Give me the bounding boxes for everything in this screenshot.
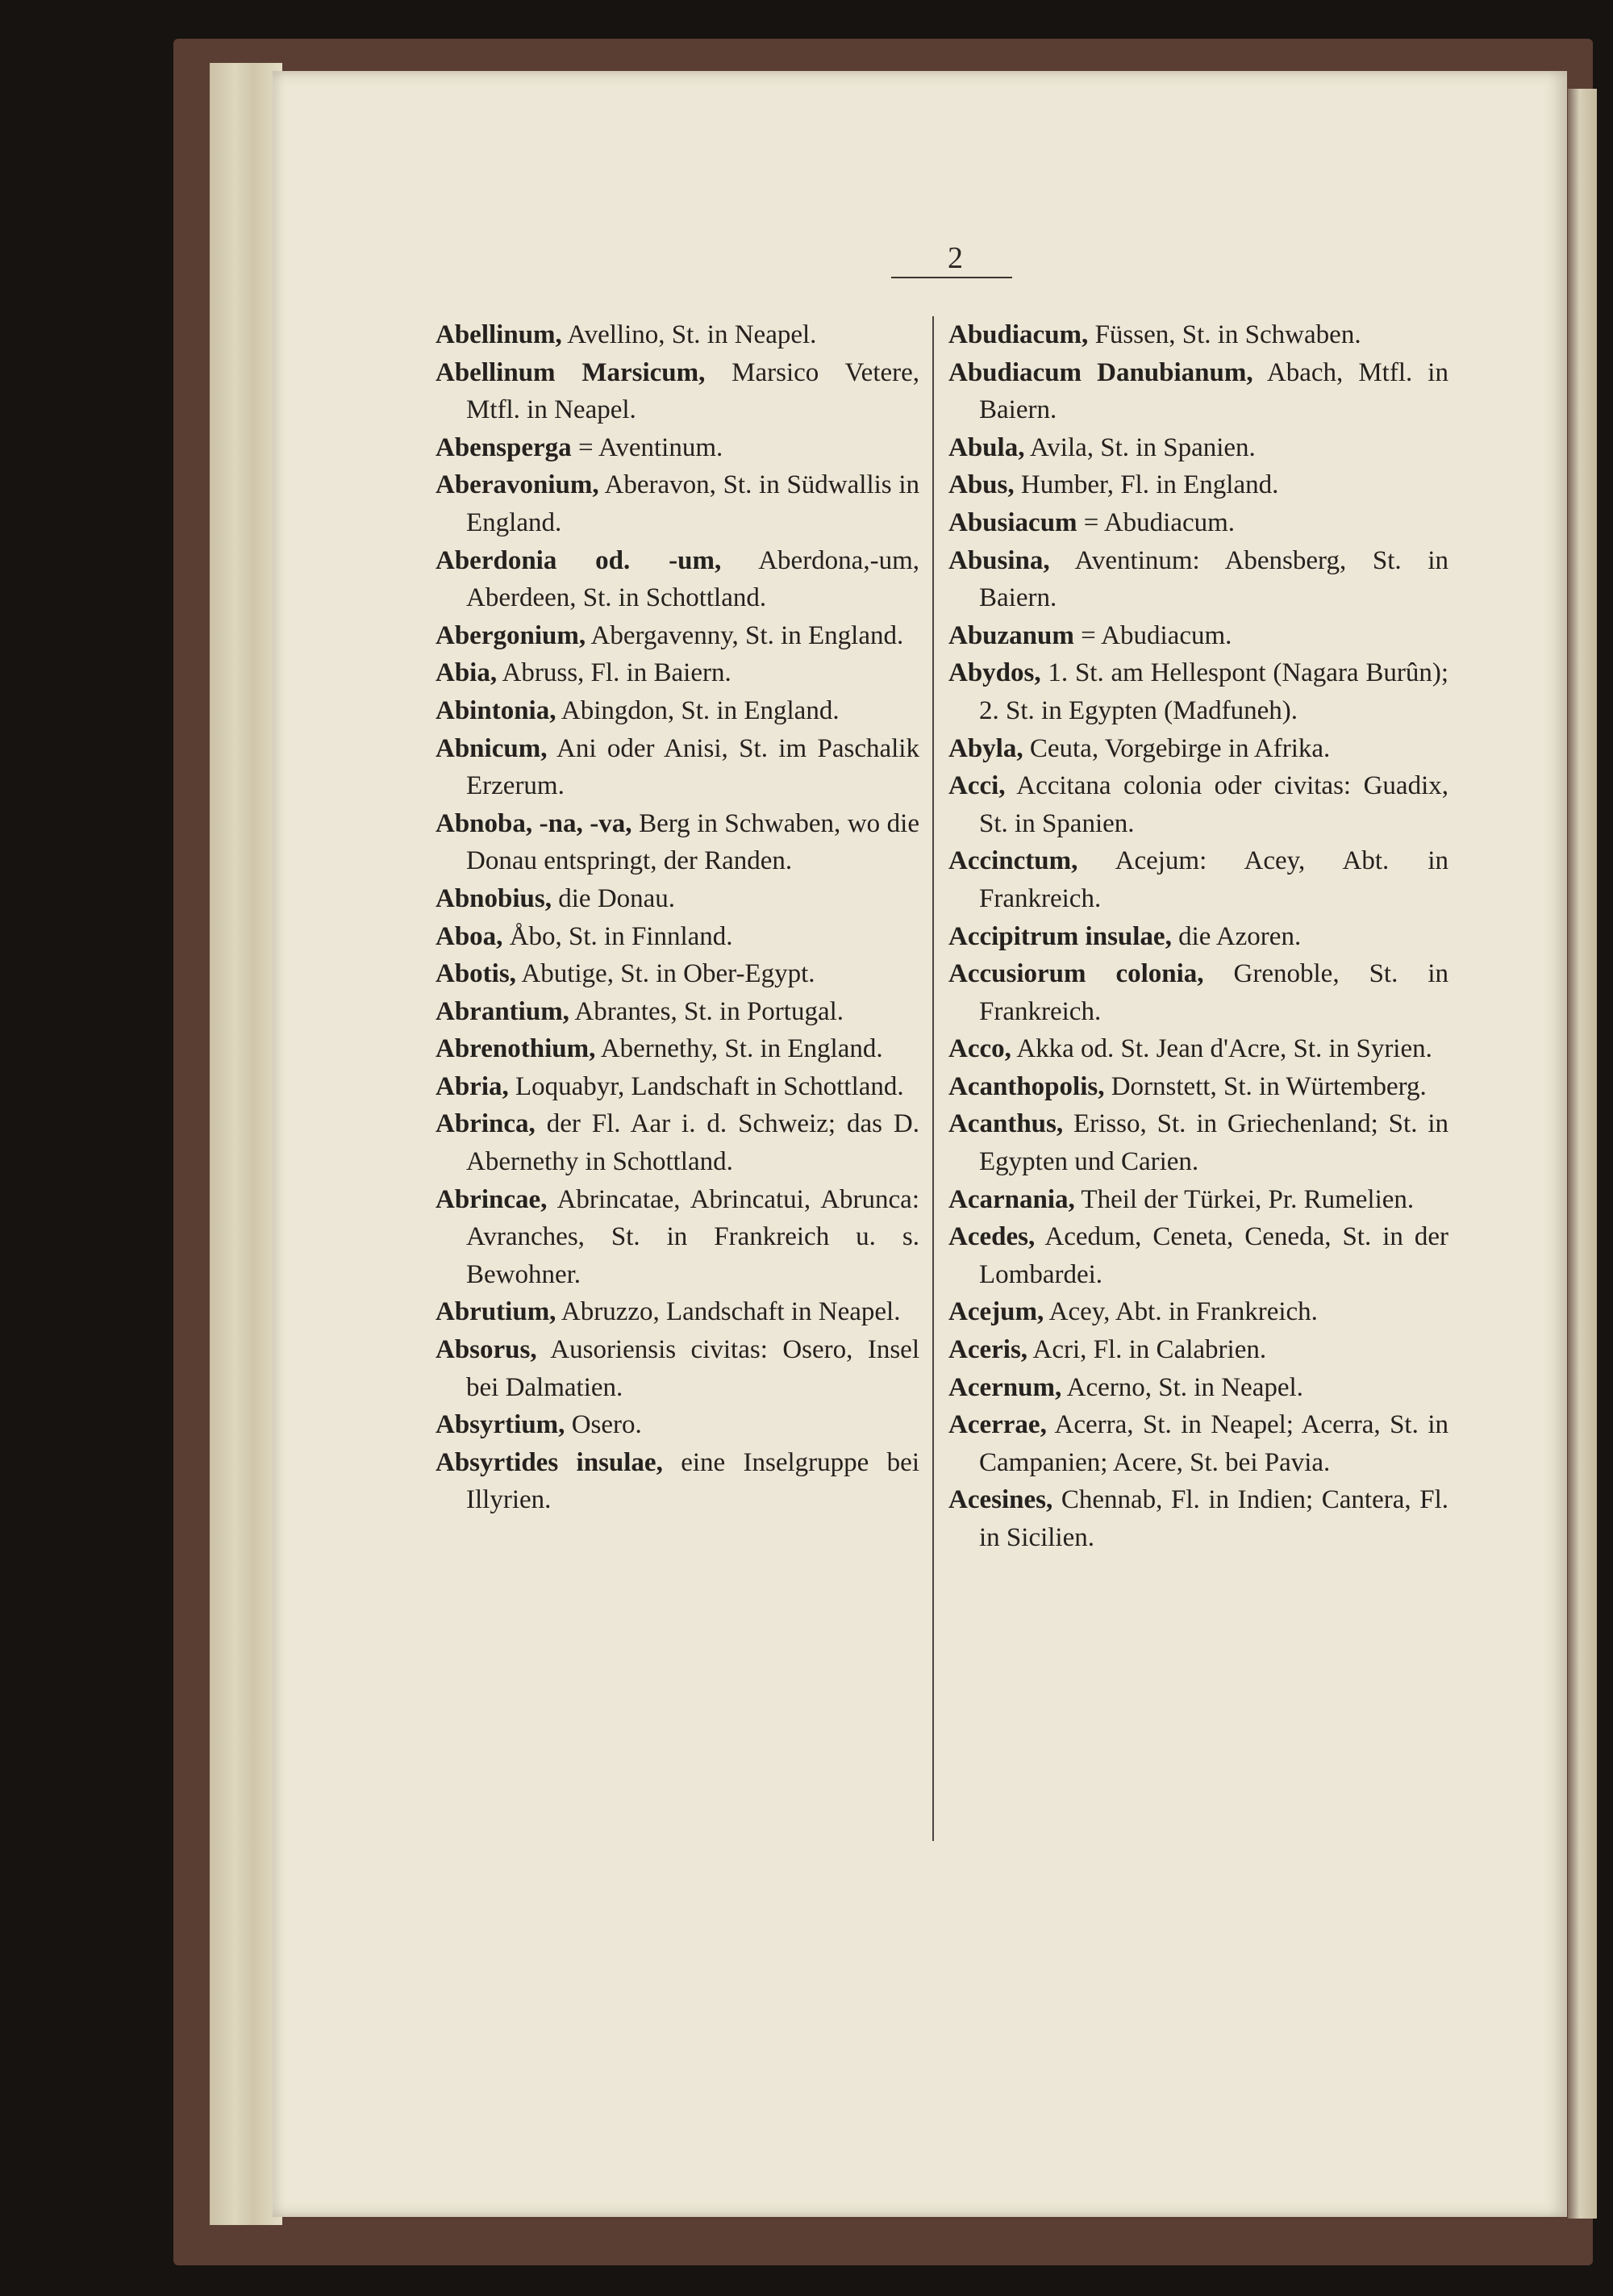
entry-headword: Aboa, — [436, 921, 503, 951]
dictionary-entry — [436, 1068, 919, 1106]
entry-headword: Acanthus, — [948, 1109, 1064, 1139]
entry-text: Humber, Fl. in England. — [1020, 470, 1279, 500]
page-stack-edge — [210, 63, 282, 2225]
entry-text: Füssen, St. in Schwaben. — [1094, 320, 1361, 349]
entry-text: Acri, Fl. in Calabrien. — [1032, 1335, 1267, 1365]
entry-headword: Acci, — [948, 771, 1006, 801]
entry-headword: Abria, — [436, 1071, 509, 1101]
right-column — [948, 316, 1448, 1557]
entry-text: die Azoren. — [1178, 921, 1302, 951]
entry-headword: Abudiacum Danubianum, — [948, 357, 1253, 387]
entry-text: Theil der Türkei, Pr. Rumelien. — [1081, 1184, 1415, 1214]
dictionary-entry — [436, 1105, 919, 1180]
left-column — [436, 316, 919, 1519]
dictionary-entry — [948, 316, 1448, 354]
dictionary-entry — [436, 466, 919, 541]
dictionary-entry — [436, 654, 919, 692]
entry-headword: Abrantium, — [436, 996, 569, 1026]
entry-headword: Acesines, — [948, 1485, 1053, 1515]
entry-headword: Abia, — [436, 658, 498, 688]
entry-headword: Acejum, — [948, 1297, 1044, 1327]
entry-text: Avellino, St. in Neapel. — [567, 320, 817, 349]
entry-headword: Abrinca, — [436, 1109, 536, 1139]
dictionary-entry — [436, 1406, 919, 1444]
dictionary-entry — [948, 1218, 1448, 1293]
entry-headword: Acarnania, — [948, 1184, 1075, 1214]
dictionary-entry — [436, 542, 919, 617]
dictionary-entry — [436, 1444, 919, 1519]
dictionary-entry — [436, 617, 919, 655]
entry-text: Avila, St. in Spanien. — [1029, 432, 1256, 462]
entry-text: 1. St. am Hellespont (Nagara Burûn); 2. St. in Egypten (Madfuneh). — [979, 658, 1449, 725]
entry-headword: Abnoba, -na, -va, — [436, 808, 632, 838]
entry-text: Abingdon, St. in England. — [561, 695, 840, 725]
entry-text: Abergavenny, St. in England. — [590, 620, 904, 650]
dictionary-entry — [948, 466, 1448, 504]
dictionary-entry — [948, 1369, 1448, 1407]
dictionary-entry — [436, 1030, 919, 1068]
entry-text: Ceuta, Vorgebirge in Afrika. — [1029, 733, 1331, 763]
column-divider — [932, 316, 934, 1841]
entry-headword: Acanthopolis, — [948, 1071, 1105, 1101]
entry-headword: Absyrtides insulae, — [436, 1447, 663, 1477]
entry-headword: Abrenothium, — [436, 1034, 596, 1064]
entry-headword: Acerrae, — [948, 1410, 1047, 1440]
dictionary-entry — [436, 316, 919, 354]
dictionary-entry — [948, 1331, 1448, 1369]
entry-headword: Absyrtium, — [436, 1410, 565, 1440]
dictionary-entry — [948, 1068, 1448, 1106]
entry-text: Abruzzo, Landschaft in Neapel. — [561, 1297, 901, 1327]
dictionary-entry — [948, 730, 1448, 768]
dictionary-entry — [948, 1481, 1448, 1556]
dictionary-entry — [948, 654, 1448, 729]
entry-text: Ani oder Anisi, St. im Paschalik Erzerum. — [466, 733, 919, 801]
entry-text: Erisso, St. in Griechenland; St. in Egypten und Carien. — [979, 1109, 1448, 1177]
dictionary-entry — [948, 1105, 1448, 1180]
dictionary-entry — [948, 542, 1448, 617]
entry-headword: Abydos, — [948, 658, 1041, 688]
dictionary-entry — [948, 354, 1448, 429]
entry-headword: Abrincae, — [436, 1184, 548, 1214]
dictionary-entry — [436, 730, 919, 805]
dictionary-entry — [948, 504, 1448, 542]
dictionary-entry — [948, 1030, 1448, 1068]
entry-text: Akka od. St. Jean d'Acre, St. in Syrien. — [1016, 1034, 1432, 1064]
dictionary-entry — [948, 617, 1448, 655]
entry-headword: Abintonia, — [436, 695, 556, 725]
entry-text: Dornstett, St. in Würtemberg. — [1111, 1071, 1427, 1101]
entry-text: Chennab, Fl. in Indien; Cantera, Fl. in Sicilien. — [979, 1485, 1448, 1552]
entry-text: Loquabyr, Landschaft in Schottland. — [515, 1071, 904, 1101]
entry-text: = Abudiacum. — [1081, 620, 1232, 650]
entry-headword: Abellinum, — [436, 320, 562, 349]
entry-text: Berg in Schwaben, wo die Donau entspringt, der Randen. — [466, 808, 920, 876]
entry-headword: Abotis, — [436, 959, 516, 989]
entry-text: Abutige, St. in Ober-Egypt. — [521, 959, 815, 989]
entry-headword: Abnicum, — [436, 733, 548, 763]
entry-headword: Aberavonium, — [436, 470, 599, 500]
dictionary-entry — [948, 918, 1448, 956]
entry-text: Aberavon, St. in Südwallis in England. — [466, 470, 920, 537]
entry-headword: Accusiorum colonia, — [948, 959, 1204, 989]
facing-page-edge — [1568, 89, 1597, 2219]
page-number-rule — [891, 277, 1012, 278]
entry-headword: Abyla, — [948, 733, 1023, 763]
entry-text: Marsico Vetere, Mtfl. in Neapel. — [466, 357, 920, 425]
entry-text: Acerno, St. in Neapel. — [1066, 1372, 1303, 1402]
entry-headword: Abusina, — [948, 545, 1050, 575]
entry-text: = Aventinum. — [577, 432, 723, 462]
entry-headword: Abuzanum — [948, 620, 1074, 650]
dictionary-entry — [436, 354, 919, 429]
entry-headword: Abellinum Marsicum, — [436, 357, 706, 387]
entry-headword: Accipitrum insulae, — [948, 921, 1172, 951]
dictionary-entry — [436, 805, 919, 880]
dictionary-entry — [948, 1406, 1448, 1481]
dictionary-entry — [948, 955, 1448, 1030]
entry-headword: Acedes, — [948, 1222, 1036, 1252]
dictionary-entry — [436, 429, 919, 467]
dictionary-entry — [948, 767, 1448, 842]
entry-headword: Abergonium, — [436, 620, 586, 650]
entry-text: Osero. — [571, 1410, 642, 1440]
entry-headword: Abusiacum — [948, 507, 1077, 537]
entry-text: Acedum, Ceneta, Ceneda, St. in der Lombardei. — [979, 1222, 1448, 1289]
dictionary-entry — [948, 1181, 1448, 1219]
entry-headword: Aberdonia od. -um, — [436, 545, 722, 575]
dictionary-entry — [436, 918, 919, 956]
dictionary-entry — [436, 1181, 919, 1294]
entry-text: Abrantes, St. in Portugal. — [574, 996, 844, 1026]
dictionary-entry — [436, 692, 919, 730]
entry-headword: Abula, — [948, 432, 1025, 462]
dictionary-entry — [436, 880, 919, 918]
entry-text: Abrincatae, Abrincatui, Abrunca: Avranches, St. in Frankreich u. s. Bewohner. — [466, 1184, 919, 1289]
entry-headword: Abus, — [948, 470, 1015, 500]
entry-text: die Donau. — [558, 883, 676, 913]
dictionary-entry — [948, 429, 1448, 467]
entry-headword: Accinctum, — [948, 846, 1078, 876]
entry-text: Aberdona,-um, Aberdeen, St. in Schottland. — [466, 545, 919, 613]
entry-text: Grenoble, St. in Frankreich. — [979, 959, 1448, 1026]
entry-text: Acejum: Acey, Abt. in Frankreich. — [979, 846, 1448, 913]
entry-text: Acerra, St. in Neapel; Acerra, St. in Campanien; Acere, St. bei Pavia. — [979, 1410, 1448, 1477]
entry-text: Åbo, St. in Finnland. — [509, 921, 733, 951]
dictionary-entry — [948, 1293, 1448, 1331]
dictionary-entry — [948, 842, 1448, 917]
entry-text: Abernethy, St. in England. — [600, 1034, 883, 1064]
entry-headword: Abudiacum, — [948, 320, 1089, 349]
entry-text: Abach, Mtfl. in Baiern. — [979, 357, 1448, 425]
dictionary-entry — [436, 993, 919, 1031]
entry-text: Acey, Abt. in Frankreich. — [1048, 1297, 1318, 1327]
dictionary-entry — [436, 955, 919, 993]
entry-headword: Abrutium, — [436, 1297, 556, 1327]
entry-headword: Acco, — [948, 1034, 1011, 1064]
entry-headword: Abnobius, — [436, 883, 552, 913]
entry-text: Abruss, Fl. in Baiern. — [502, 658, 731, 688]
entry-text: Ausoriensis civitas: Osero, Insel bei Dalmatien. — [466, 1335, 919, 1402]
entry-text: eine Inselgruppe bei Illyrien. — [466, 1447, 919, 1515]
entry-text: Accitana colonia oder civitas: Guadix, St. in Spanien. — [979, 771, 1448, 838]
entry-text: = Abudiacum. — [1083, 507, 1236, 537]
entry-headword: Abensperga — [436, 432, 572, 462]
dictionary-entry — [436, 1331, 919, 1406]
dictionary-entry — [436, 1293, 919, 1331]
entry-headword: Absorus, — [436, 1335, 537, 1365]
entry-text: der Fl. Aar i. d. Schweiz; das D. Abernethy in Schottland. — [466, 1109, 919, 1177]
page-number: 2 — [948, 241, 964, 275]
entry-headword: Acernum, — [948, 1372, 1062, 1402]
entry-headword: Aceris, — [948, 1335, 1028, 1365]
entry-text: Aventinum: Abensberg, St. in Baiern. — [979, 545, 1448, 613]
